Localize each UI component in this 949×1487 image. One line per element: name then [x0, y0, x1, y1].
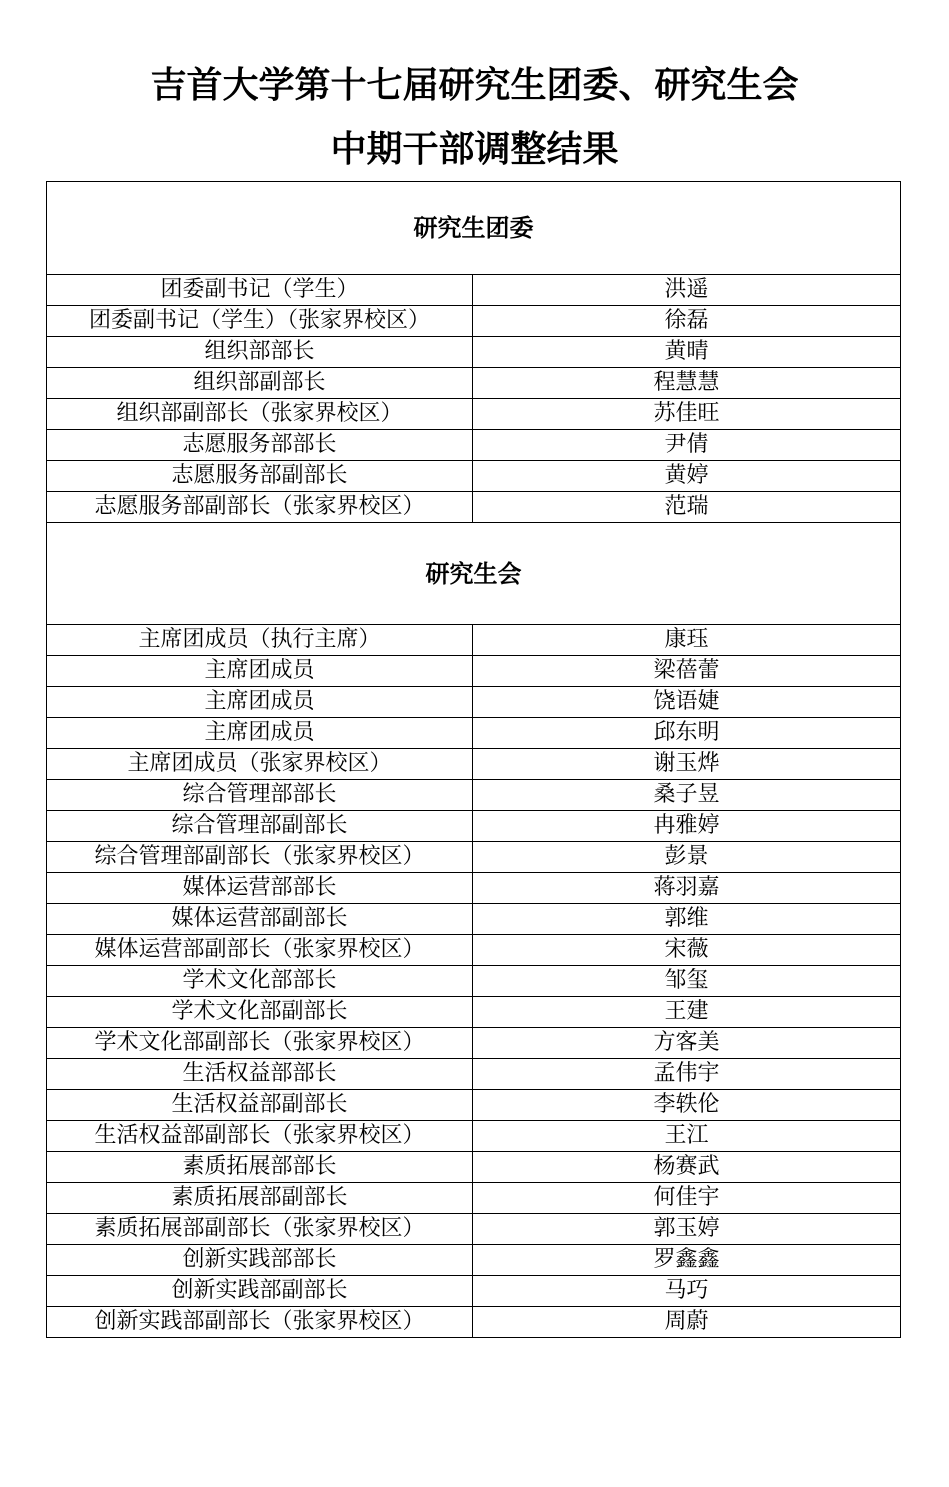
- table-row: [47, 1214, 901, 1245]
- position-cell: 综合管理部副部长（张家界校区）: [47, 842, 473, 873]
- position-cell: 主席团成员: [47, 687, 473, 718]
- page-subtitle: 中期干部调整结果: [330, 129, 619, 170]
- name-cell: 罗鑫鑫: [473, 1245, 901, 1276]
- table-row: [47, 1245, 901, 1276]
- position-cell: 综合管理部副部长: [47, 811, 473, 842]
- table-row: [47, 1183, 901, 1214]
- table-row: [47, 749, 901, 780]
- section-heading: 研究生会: [47, 523, 901, 625]
- name-cell: 尹倩: [473, 430, 901, 461]
- position-cell: 素质拓展部副部长（张家界校区）: [47, 1214, 473, 1245]
- name-cell: 王建: [473, 997, 901, 1028]
- position-cell: 媒体运营部部长: [47, 873, 473, 904]
- section-header-row: [47, 523, 901, 625]
- position-cell: 学术文化部部长: [47, 966, 473, 997]
- name-cell: 程慧慧: [473, 368, 901, 399]
- table-row: [47, 368, 901, 399]
- position-cell: 志愿服务部部长: [47, 430, 473, 461]
- position-cell: 团委副书记（学生）（张家界校区）: [47, 306, 473, 337]
- name-cell: 邱东明: [473, 718, 901, 749]
- table-row: [47, 1307, 901, 1338]
- table-row: [47, 1059, 901, 1090]
- name-cell: 徐磊: [473, 306, 901, 337]
- table-row: [47, 718, 901, 749]
- name-cell: 冉雅婷: [473, 811, 901, 842]
- name-cell: 周蔚: [473, 1307, 901, 1338]
- name-cell: 杨赛武: [473, 1152, 901, 1183]
- roster-table-body: [47, 182, 901, 1338]
- name-cell: 彭景: [473, 842, 901, 873]
- position-cell: 主席团成员: [47, 718, 473, 749]
- table-row: [47, 430, 901, 461]
- position-cell: 综合管理部部长: [47, 780, 473, 811]
- name-cell: 王江: [473, 1121, 901, 1152]
- position-cell: 生活权益部部长: [47, 1059, 473, 1090]
- position-cell: 组织部部长: [47, 337, 473, 368]
- name-cell: 何佳宇: [473, 1183, 901, 1214]
- name-cell: 饶语婕: [473, 687, 901, 718]
- name-cell: 梁蓓蕾: [473, 656, 901, 687]
- name-cell: 桑子昱: [473, 780, 901, 811]
- table-row: [47, 904, 901, 935]
- name-cell: 范瑞: [473, 492, 901, 523]
- position-cell: 团委副书记（学生）: [47, 275, 473, 306]
- position-cell: 主席团成员: [47, 656, 473, 687]
- name-cell: 苏佳旺: [473, 399, 901, 430]
- name-cell: 郭维: [473, 904, 901, 935]
- table-row: [47, 966, 901, 997]
- roster-table: [46, 181, 901, 1338]
- table-row: [47, 935, 901, 966]
- name-cell: 邹玺: [473, 966, 901, 997]
- section-header-row: [47, 182, 901, 275]
- table-row: [47, 1121, 901, 1152]
- position-cell: 组织部副部长: [47, 368, 473, 399]
- table-row: [47, 656, 901, 687]
- name-cell: 马巧: [473, 1276, 901, 1307]
- position-cell: 创新实践部副部长: [47, 1276, 473, 1307]
- name-cell: 黄婷: [473, 461, 901, 492]
- position-cell: 素质拓展部部长: [47, 1152, 473, 1183]
- table-row: [47, 780, 901, 811]
- table-row: [47, 1152, 901, 1183]
- name-cell: 康珏: [473, 625, 901, 656]
- position-cell: 主席团成员（张家界校区）: [47, 749, 473, 780]
- table-row: [47, 811, 901, 842]
- table-row: [47, 997, 901, 1028]
- table-row: [47, 275, 901, 306]
- name-cell: 郭玉婷: [473, 1214, 901, 1245]
- table-row: [47, 492, 901, 523]
- position-cell: 素质拓展部副部长: [47, 1183, 473, 1214]
- name-cell: 蒋羽嘉: [473, 873, 901, 904]
- position-cell: 学术文化部副部长（张家界校区）: [47, 1028, 473, 1059]
- position-cell: 生活权益部副部长: [47, 1090, 473, 1121]
- position-cell: 志愿服务部副部长（张家界校区）: [47, 492, 473, 523]
- position-cell: 媒体运营部副部长: [47, 904, 473, 935]
- table-row: [47, 1276, 901, 1307]
- table-row: [47, 399, 901, 430]
- section-heading: 研究生团委: [47, 182, 901, 275]
- position-cell: 学术文化部副部长: [47, 997, 473, 1028]
- table-row: [47, 873, 901, 904]
- table-row: [47, 1028, 901, 1059]
- name-cell: 谢玉烨: [473, 749, 901, 780]
- position-cell: 志愿服务部副部长: [47, 461, 473, 492]
- position-cell: 创新实践部副部长（张家界校区）: [47, 1307, 473, 1338]
- name-cell: 孟伟宇: [473, 1059, 901, 1090]
- table-row: [47, 337, 901, 368]
- table-row: [47, 625, 901, 656]
- name-cell: 黄晴: [473, 337, 901, 368]
- table-row: [47, 306, 901, 337]
- table-row: [47, 842, 901, 873]
- name-cell: 洪遥: [473, 275, 901, 306]
- position-cell: 主席团成员（执行主席）: [47, 625, 473, 656]
- table-row: [47, 461, 901, 492]
- name-cell: 宋薇: [473, 935, 901, 966]
- table-row: [47, 1090, 901, 1121]
- page-title: 吉首大学第十七届研究生团委、研究生会: [150, 65, 799, 106]
- position-cell: 生活权益部副部长（张家界校区）: [47, 1121, 473, 1152]
- name-cell: 李轶伦: [473, 1090, 901, 1121]
- name-cell: 方客美: [473, 1028, 901, 1059]
- position-cell: 创新实践部部长: [47, 1245, 473, 1276]
- table-row: [47, 687, 901, 718]
- position-cell: 媒体运营部副部长（张家界校区）: [47, 935, 473, 966]
- position-cell: 组织部副部长（张家界校区）: [47, 399, 473, 430]
